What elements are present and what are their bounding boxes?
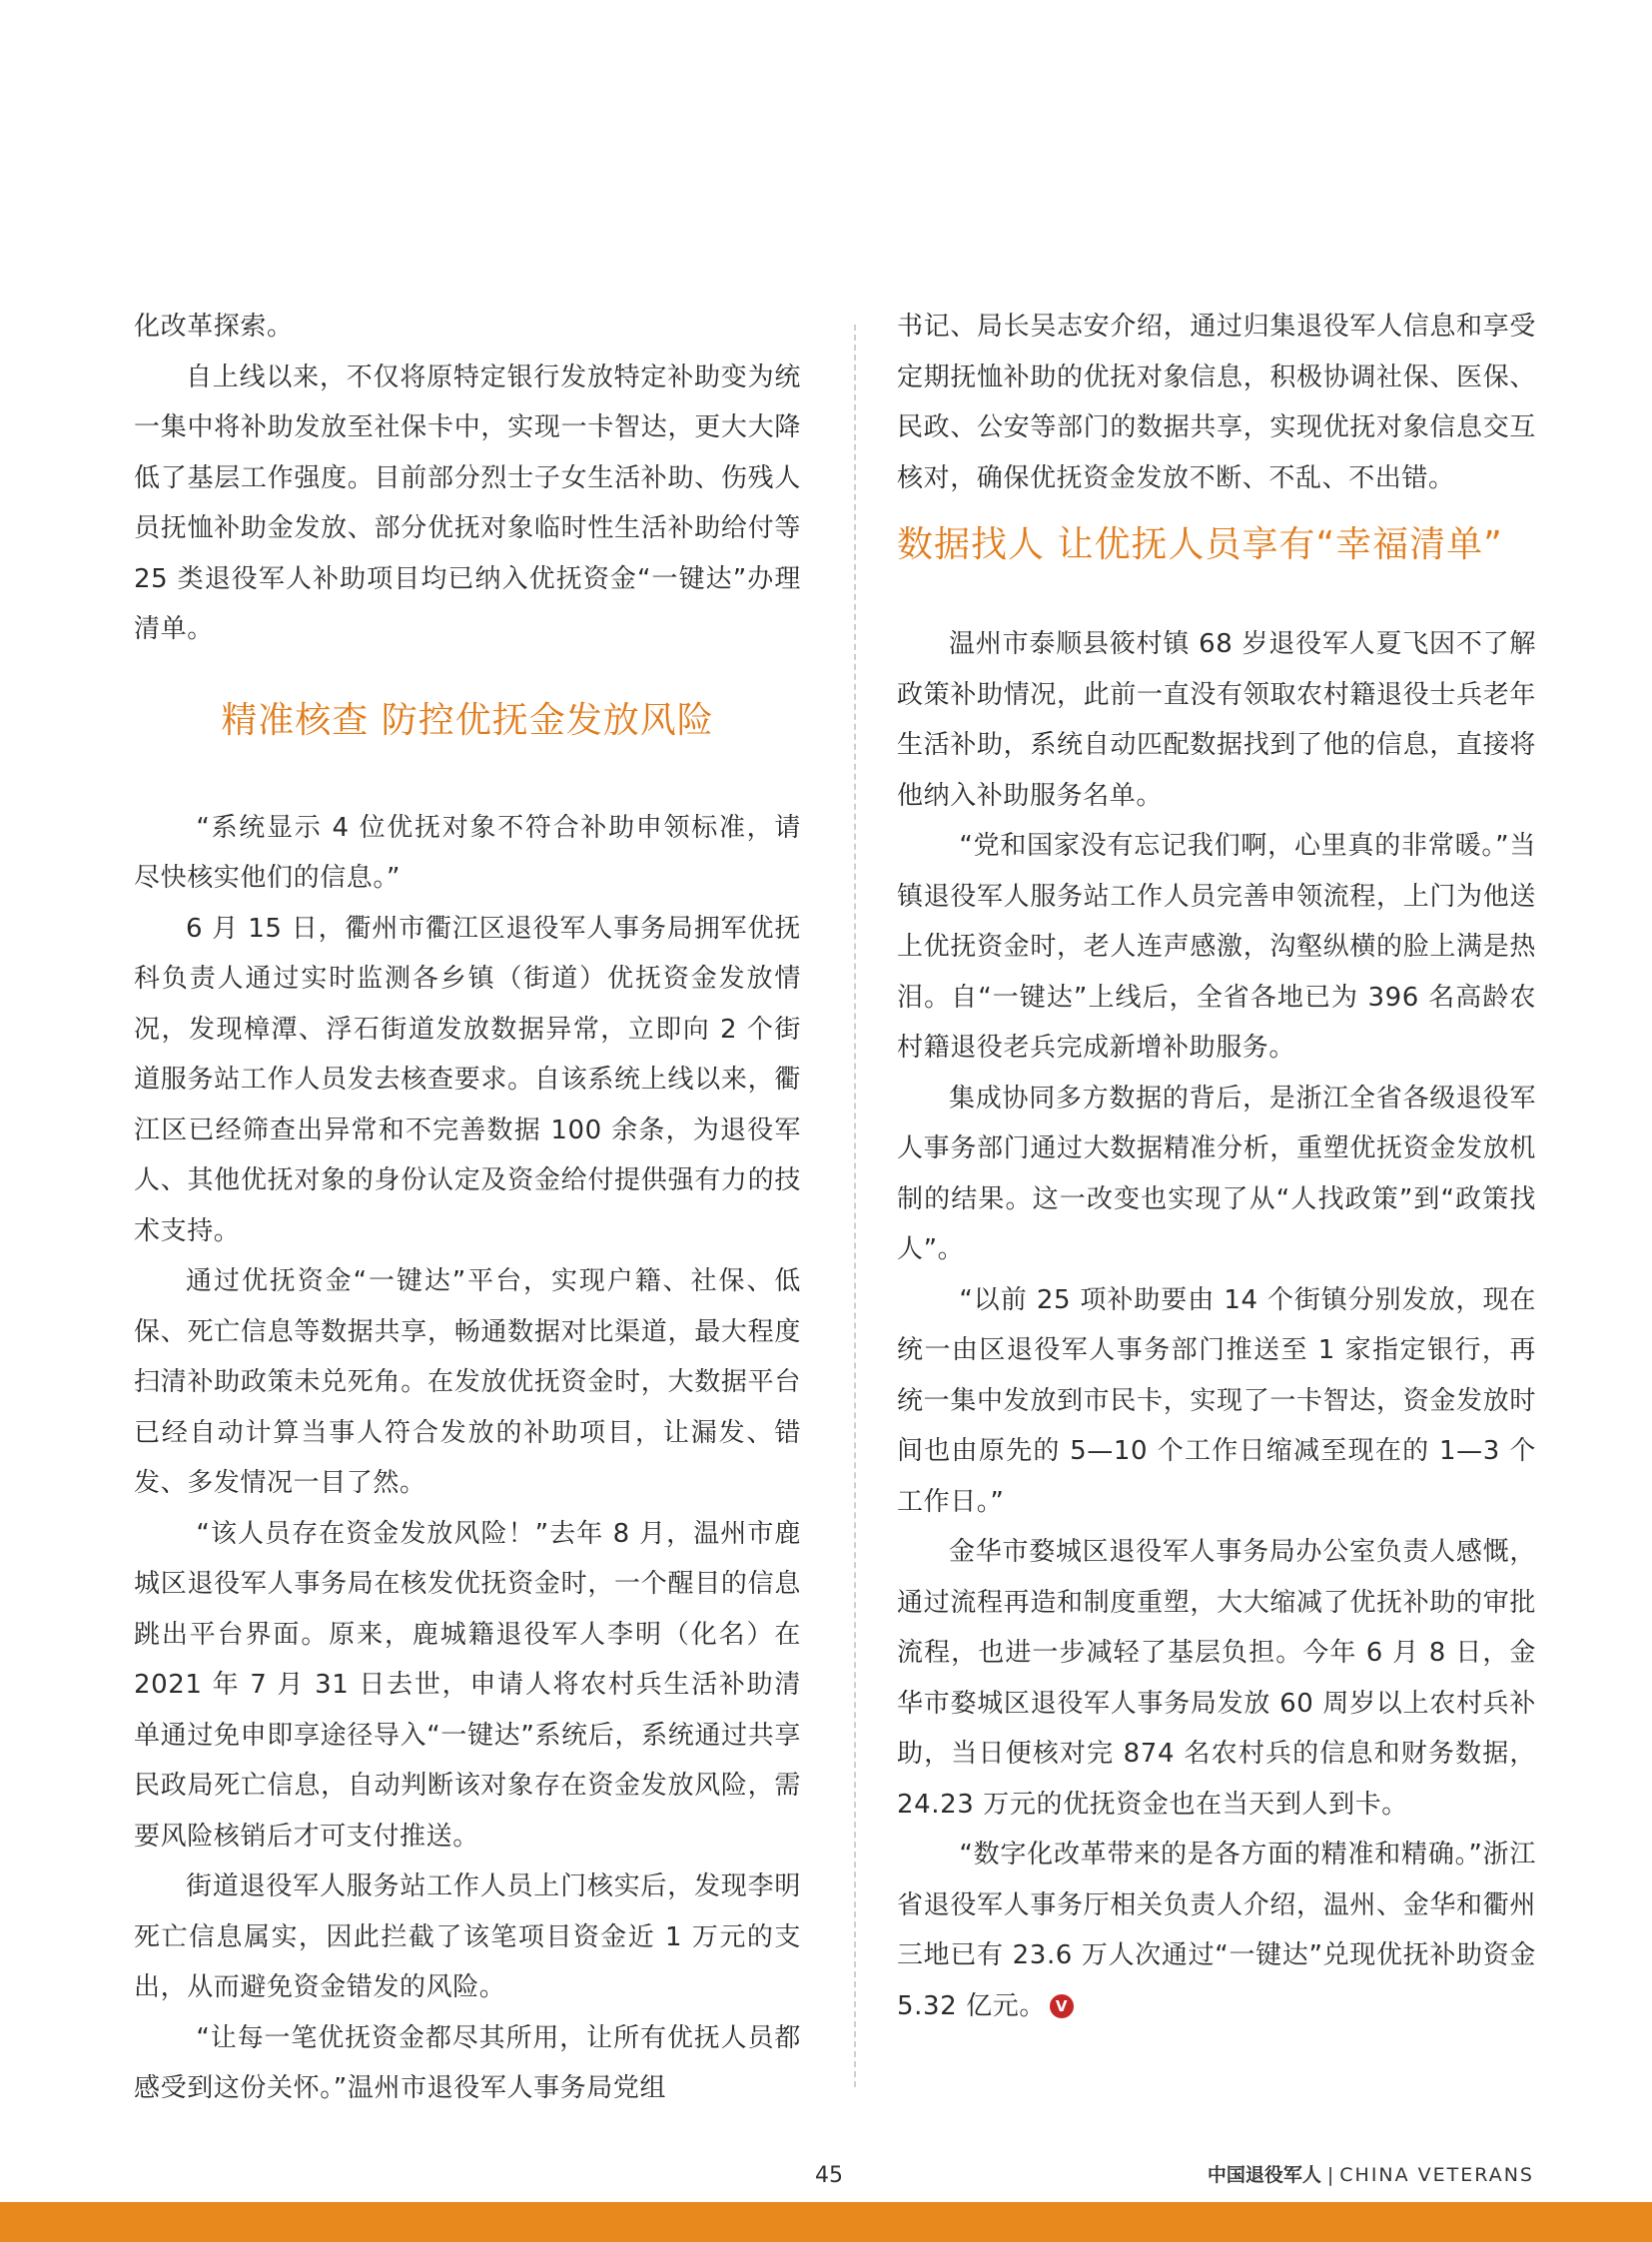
paragraph: 集成协同多方数据的背后，是浙江全省各级退役军人事务部门通过大数据精准分析，重塑优抚资金发放机制的结果。这一改变也实现了从“人找政策”到“政策找人”。 — [897, 1083, 1536, 1264]
paragraph: 街道退役军人服务站工作人员上门核实后，发现李明死亡信息属实，因此拦截了该笔项目资金近 1 万元的支出，从而避免资金错发的风险。 — [134, 1871, 801, 2002]
left-column — [134, 302, 801, 2114]
footer-masthead — [1208, 2160, 1534, 2187]
paragraph: 自上线以来，不仅将原特定银行发放特定补助变为统一集中将补助发放至社保卡中，实现一卡智达，更大大降低了基层工作强度。目前部分烈士子女生活补助、伤残人员抚恤补助金发放、部分优抚对象临时性生活补助给付等 25 类退役军人补助项目均已纳入优抚资金“一键达”办理清单。 — [134, 362, 801, 644]
paragraph: “该人员存在资金发放风险！”去年 8 月，温州市鹿城区退役军人事务局在核发优抚资金时，一个醒目的信息跳出平台界面。原来，鹿城籍退役军人李明（化名）在 2021 年 7 月 31 日去世，申请人将农村兵生活补助清单通过免申即享途径导入“一键达”系统后，系统通过共享民政局死亡信息，自动判断该对象存在资金发放风险，需要风险核销后才可支付推送。 — [134, 1518, 801, 1852]
right-column — [897, 302, 1536, 2031]
paragraph: 6 月 15 日，衢州市衢江区退役军人事务局拥军优抚科负责人通过实时监测各乡镇（街道）优抚资金发放情况，发现樟潭、浮石街道发放数据异常，立即向 2 个街道服务站工作人员发去核查要求。自该系统上线以来，衢江区已经筛查出异常和不完善数据 100 余条，为退役军人、其他优抚对象的身份认定及资金给付提供强有力的技术支持。 — [134, 913, 801, 1246]
page-number: 45 — [815, 2163, 843, 2188]
paragraph: “党和国家没有忘记我们啊，心里真的非常暖。”当镇退役军人服务站工作人员完善申领流程，上门为他送上优抚资金时，老人连声感激，沟壑纵横的脸上满是热泪。自“一键达”上线后，全省各地已为 396 名高龄农村籍退役老兵完成新增补助服务。 — [897, 831, 1536, 1063]
masthead-separator: | — [1326, 2164, 1334, 2186]
paragraph: 化改革探索。 — [134, 312, 294, 342]
paragraph-final — [897, 1830, 1536, 2031]
masthead-english: CHINA VETERANS — [1339, 2164, 1534, 2186]
section-heading: 精准核查 防控优抚金发放风险 — [221, 699, 714, 741]
masthead-chinese: 中国退役军人 — [1207, 2164, 1321, 2186]
footer-bar — [0, 2202, 1652, 2242]
paragraph: 温州市泰顺县筱村镇 68 岁退役军人夏飞因不了解政策补助情况，此前一直没有领取农村籍退役士兵老年生活补助，系统自动匹配数据找到了他的信息，直接将他纳入补助服务名单。 — [897, 629, 1536, 811]
paragraph: 金华市婺城区退役军人事务局办公室负责人感慨，通过流程再造和制度重塑，大大缩减了优抚补助的审批流程，也进一步减轻了基层负担。今年 6 月 8 日，金华市婺城区退役军人事务局发放 60 周岁以上农村兵补助，当日便核对完 874 名农村兵的信息和财务数据，24.23 万元的优抚资金也在当天到人到卡。 — [897, 1537, 1536, 1820]
section-heading: 数据找人 让优抚人员享有“幸福清单” — [897, 524, 1503, 565]
column-divider — [854, 325, 856, 2087]
end-mark-icon: V — [1050, 1994, 1074, 2018]
paragraph: “系统显示 4 位优抚对象不符合补助申领标准，请尽快核实他们的信息。” — [134, 812, 801, 893]
paragraph-text: “数字化改革带来的是各方面的精准和精确。”浙江省退役军人事务厅相关负责人介绍，温州、金华和衢州三地已有 23.6 万人次通过“一键达”兑现优抚补助资金 5.32 亿元。 — [897, 1840, 1536, 2021]
paragraph: “以前 25 项补助要由 14 个街镇分别发放，现在统一由区退役军人事务部门推送至 1 家指定银行，再统一集中发放到市民卡，实现了一卡智达，资金发放时间也由原先的 5—10 个工作日缩减至现在的 1—3 个工作日。” — [897, 1284, 1536, 1517]
paragraph: 书记、局长吴志安介绍，通过归集退役军人信息和享受定期抚恤补助的优抚对象信息，积极协调社保、医保、民政、公安等部门的数据共享，实现优抚对象信息交互核对，确保优抚资金发放不断、不乱、不出错。 — [897, 312, 1536, 493]
paragraph: “让每一笔优抚资金都尽其所用，让所有优抚人员都感受到这份关怀。”温州市退役军人事务局党组 — [134, 2022, 801, 2103]
paragraph: 通过优抚资金“一键达”平台，实现户籍、社保、低保、死亡信息等数据共享，畅通数据对比渠道，最大程度扫清补助政策未兑死角。在发放优抚资金时，大数据平台已经自动计算当事人符合发放的补助项目，让漏发、错发、多发情况一目了然。 — [134, 1266, 801, 1498]
